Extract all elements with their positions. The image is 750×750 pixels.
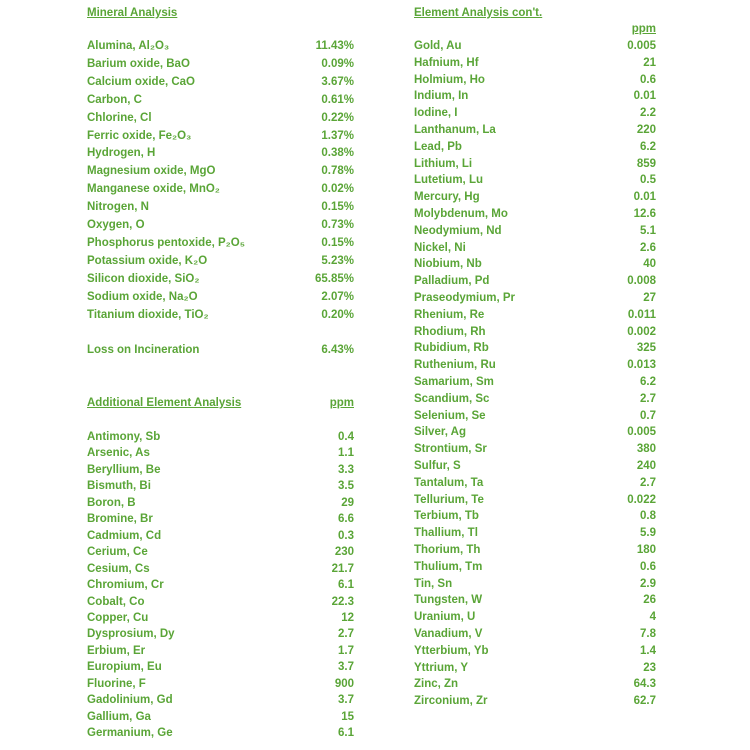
row-label: Silicon dioxide, SiO₂ bbox=[87, 272, 200, 285]
row-value: 40 bbox=[643, 258, 656, 271]
row-value: 6.2 bbox=[640, 376, 656, 388]
row-label: Niobium, Nb bbox=[414, 258, 482, 271]
row-value: 7.8 bbox=[640, 628, 656, 640]
row-value: 6.1 bbox=[338, 579, 354, 592]
section-title: Mineral Analysis bbox=[87, 7, 178, 19]
row-value: 6.1 bbox=[338, 727, 354, 740]
table-row bbox=[87, 659, 354, 675]
section-title: Element Analysis con't. bbox=[414, 7, 543, 19]
table-row bbox=[87, 271, 354, 287]
row-label: Thulium, Tm bbox=[414, 560, 483, 573]
row-value: 64.3 bbox=[633, 678, 656, 691]
table-row bbox=[87, 676, 354, 692]
row-label: Chromium, Cr bbox=[87, 579, 164, 592]
table-row bbox=[87, 610, 354, 626]
row-label: Chlorine, Cl bbox=[87, 111, 152, 124]
row-value: 0.73% bbox=[321, 219, 354, 231]
table-row bbox=[414, 492, 656, 508]
table-row bbox=[414, 324, 656, 340]
row-label: Oxygen, O bbox=[87, 219, 145, 231]
row-label: Cadmium, Cd bbox=[87, 529, 162, 542]
unit-header: ppm bbox=[631, 23, 656, 35]
row-value: 0.01 bbox=[633, 90, 656, 103]
table-row bbox=[414, 592, 656, 608]
row-label: Lanthanum, La bbox=[414, 124, 496, 136]
row-label: Rubidium, Rb bbox=[414, 342, 489, 355]
row-label: Alumina, Al₂O₃ bbox=[87, 40, 170, 52]
table-row bbox=[414, 609, 656, 625]
row-value: 21 bbox=[643, 56, 656, 69]
row-value: 0.38% bbox=[321, 147, 354, 160]
row-value: 1.1 bbox=[338, 447, 354, 460]
table-row bbox=[414, 206, 656, 222]
row-value: 3.67% bbox=[321, 75, 354, 88]
row-value: 0.78% bbox=[321, 165, 354, 178]
row-value: 2.7 bbox=[640, 476, 656, 489]
table-row bbox=[87, 692, 354, 708]
table-row bbox=[414, 559, 656, 575]
row-label: Vanadium, V bbox=[414, 628, 483, 640]
row-label: Copper, Cu bbox=[87, 611, 149, 624]
row-value: 230 bbox=[334, 546, 354, 559]
row-label: Strontium, Sr bbox=[414, 443, 487, 456]
row-value: 0.3 bbox=[338, 529, 354, 542]
row-label: Nitrogen, N bbox=[87, 201, 149, 214]
row-label: Zirconium, Zr bbox=[414, 695, 488, 708]
row-label: Europium, Eu bbox=[87, 661, 162, 674]
table-row bbox=[414, 122, 656, 138]
row-value: 62.7 bbox=[633, 695, 656, 708]
row-value: 0.011 bbox=[627, 308, 656, 321]
table-row bbox=[414, 139, 656, 155]
row-label: Neodymium, Nd bbox=[414, 224, 502, 237]
row-value: 5.23% bbox=[321, 254, 354, 267]
row-value: 0.6 bbox=[640, 560, 656, 573]
row-value: 27 bbox=[643, 292, 656, 304]
row-label: Calcium oxide, CaO bbox=[87, 75, 196, 88]
row-value: 3.7 bbox=[338, 661, 354, 674]
row-label: Tungsten, W bbox=[414, 594, 483, 607]
table-row bbox=[414, 542, 656, 558]
table-row bbox=[87, 74, 354, 90]
loss-on-incineration-row bbox=[87, 342, 354, 358]
row-value: 12 bbox=[341, 611, 354, 624]
row-value: 29 bbox=[341, 496, 354, 509]
row-value: 2.7 bbox=[640, 392, 656, 405]
table-row bbox=[87, 462, 354, 478]
row-value: 3.3 bbox=[338, 463, 354, 476]
table-row bbox=[414, 475, 656, 491]
row-label: Gallium, Ga bbox=[87, 710, 151, 723]
row-label: Samarium, Sm bbox=[414, 376, 494, 388]
row-label: Bromine, Br bbox=[87, 513, 153, 526]
row-label: Ruthenium, Ru bbox=[414, 359, 496, 372]
row-label: Titanium dioxide, TiO₂ bbox=[87, 308, 209, 321]
table-row bbox=[414, 508, 656, 524]
table-row bbox=[414, 88, 656, 104]
row-label: Germanium, Ge bbox=[87, 727, 173, 740]
row-label: Cesium, Cs bbox=[87, 562, 150, 575]
row-label: Gold, Au bbox=[414, 40, 462, 52]
row-value: 1.37% bbox=[321, 129, 354, 142]
row-label: Lutetium, Lu bbox=[414, 174, 483, 187]
row-value: 0.7 bbox=[640, 409, 656, 422]
row-value: 0.6 bbox=[640, 73, 656, 86]
row-label: Loss on Incineration bbox=[87, 344, 200, 356]
table-row bbox=[414, 676, 656, 692]
row-label: Silver, Ag bbox=[414, 426, 466, 439]
table-row bbox=[414, 273, 656, 289]
row-value: 2.7 bbox=[338, 628, 354, 641]
table-row bbox=[414, 424, 656, 440]
row-value: 0.013 bbox=[627, 359, 656, 372]
row-value: 6.2 bbox=[640, 140, 656, 153]
table-row bbox=[414, 576, 656, 592]
row-label: Bismuth, Bi bbox=[87, 480, 151, 493]
row-label: Gadolinium, Gd bbox=[87, 694, 173, 707]
row-label: Holmium, Ho bbox=[414, 73, 485, 86]
table-row bbox=[414, 626, 656, 642]
mineral-analysis-section bbox=[87, 0, 354, 380]
table-row bbox=[414, 172, 656, 188]
table-row bbox=[87, 110, 354, 126]
table-row bbox=[414, 408, 656, 424]
row-value: 0.20% bbox=[321, 308, 354, 321]
row-label: Ferric oxide, Fe₂O₃ bbox=[87, 129, 192, 142]
row-value: 11.43% bbox=[315, 40, 354, 52]
row-value: 900 bbox=[334, 677, 354, 690]
row-value: 0.61% bbox=[321, 93, 354, 106]
table-row bbox=[414, 307, 656, 323]
row-label: Arsenic, As bbox=[87, 447, 150, 460]
row-label: Lithium, Li bbox=[414, 157, 473, 170]
row-value: 0.4 bbox=[338, 431, 354, 443]
additional-element-analysis-section bbox=[87, 390, 354, 750]
row-label: Rhenium, Re bbox=[414, 308, 485, 321]
row-label: Ytterbium, Yb bbox=[414, 644, 489, 657]
row-value: 0.22% bbox=[321, 111, 354, 124]
table-row bbox=[414, 458, 656, 474]
table-row bbox=[414, 223, 656, 239]
row-label: Palladium, Pd bbox=[414, 275, 490, 288]
row-value: 380 bbox=[636, 443, 656, 456]
table-row bbox=[87, 128, 354, 144]
table-row bbox=[87, 181, 354, 197]
row-value: 65.85% bbox=[314, 272, 354, 285]
row-label: Iodine, I bbox=[414, 107, 458, 120]
table-row bbox=[87, 643, 354, 659]
row-value: 15 bbox=[341, 710, 354, 723]
row-label: Fluorine, F bbox=[87, 677, 146, 690]
table-row bbox=[87, 561, 354, 577]
row-label: Sulfur, S bbox=[414, 460, 461, 472]
row-value: 23 bbox=[643, 661, 656, 674]
row-value: 0.02% bbox=[321, 183, 354, 196]
row-label: Barium oxide, BaO bbox=[87, 57, 190, 70]
row-value: 0.002 bbox=[627, 325, 656, 338]
row-value: 0.15% bbox=[321, 201, 354, 214]
section-title: Additional Element Analysis bbox=[87, 397, 242, 409]
table-row bbox=[87, 289, 354, 305]
row-value: 180 bbox=[636, 544, 656, 556]
table-row bbox=[414, 340, 656, 356]
row-label: Indium, In bbox=[414, 90, 469, 103]
table-row bbox=[87, 145, 354, 161]
row-value: 0.022 bbox=[627, 493, 656, 506]
table-row bbox=[414, 357, 656, 373]
row-label: Nickel, Ni bbox=[414, 241, 466, 254]
table-row bbox=[87, 725, 354, 741]
row-label: Dysprosium, Dy bbox=[87, 628, 175, 641]
table-row bbox=[87, 235, 354, 251]
row-label: Cobalt, Co bbox=[87, 595, 145, 608]
unit-header: ppm bbox=[329, 397, 354, 409]
row-value: 2.2 bbox=[640, 107, 656, 120]
table-row bbox=[87, 626, 354, 642]
row-label: Yttrium, Y bbox=[414, 661, 469, 674]
table-row bbox=[87, 528, 354, 544]
table-row bbox=[87, 253, 354, 269]
row-value: 3.5 bbox=[338, 480, 354, 493]
row-label: Zinc, Zn bbox=[414, 678, 459, 691]
row-value: 2.07% bbox=[321, 290, 354, 303]
table-row bbox=[87, 38, 354, 54]
row-label: Sodium oxide, Na₂O bbox=[87, 290, 198, 303]
row-value: 0.5 bbox=[640, 174, 656, 187]
row-label: Hydrogen, H bbox=[87, 147, 156, 160]
table-row bbox=[414, 256, 656, 272]
table-row bbox=[414, 189, 656, 205]
table-row bbox=[87, 544, 354, 560]
row-value: 1.4 bbox=[640, 644, 656, 657]
table-row bbox=[414, 38, 656, 54]
table-row bbox=[414, 156, 656, 172]
table-row bbox=[87, 92, 354, 108]
row-label: Terbium, Tb bbox=[414, 510, 479, 523]
table-row bbox=[414, 643, 656, 659]
row-value: 6.43% bbox=[321, 344, 354, 356]
table-row bbox=[414, 391, 656, 407]
row-label: Phosphorus pentoxide, P₂O₅ bbox=[87, 236, 245, 249]
table-row bbox=[87, 445, 354, 461]
row-value: 22.3 bbox=[331, 595, 354, 608]
row-value: 4 bbox=[649, 611, 656, 624]
row-label: Thorium, Th bbox=[414, 544, 481, 556]
row-label: Uranium, U bbox=[414, 611, 476, 624]
table-row bbox=[414, 240, 656, 256]
row-value: 0.8 bbox=[640, 510, 656, 523]
row-label: Praseodymium, Pr bbox=[414, 292, 515, 304]
table-row bbox=[87, 217, 354, 233]
table-row bbox=[87, 577, 354, 593]
row-value: 325 bbox=[636, 342, 656, 355]
row-value: 240 bbox=[636, 460, 656, 472]
table-row bbox=[414, 72, 656, 88]
row-label: Tellurium, Te bbox=[414, 493, 484, 506]
row-label: Cerium, Ce bbox=[87, 546, 148, 559]
table-row bbox=[414, 660, 656, 676]
table-row bbox=[414, 105, 656, 121]
row-value: 26 bbox=[643, 594, 656, 607]
row-value: 0.005 bbox=[627, 40, 656, 52]
row-label: Potassium oxide, K₂O bbox=[87, 254, 208, 267]
row-label: Rhodium, Rh bbox=[414, 325, 486, 338]
row-label: Beryllium, Be bbox=[87, 463, 161, 476]
row-value: 21.7 bbox=[331, 562, 354, 575]
row-label: Manganese oxide, MnO₂ bbox=[87, 183, 220, 196]
table-row bbox=[414, 290, 656, 306]
row-label: Tantalum, Ta bbox=[414, 476, 484, 489]
row-value: 5.1 bbox=[640, 224, 656, 237]
table-row bbox=[414, 441, 656, 457]
row-value: 0.008 bbox=[627, 275, 656, 288]
row-label: Molybdenum, Mo bbox=[414, 208, 508, 220]
table-row bbox=[87, 495, 354, 511]
row-label: Magnesium oxide, MgO bbox=[87, 165, 216, 178]
table-row bbox=[87, 199, 354, 215]
row-value: 2.6 bbox=[640, 241, 656, 254]
row-value: 0.005 bbox=[627, 426, 656, 439]
row-value: 0.01 bbox=[633, 191, 656, 204]
row-label: Boron, B bbox=[87, 496, 136, 509]
row-value: 2.9 bbox=[640, 577, 656, 590]
row-label: Scandium, Sc bbox=[414, 392, 490, 405]
table-row bbox=[414, 55, 656, 71]
table-row bbox=[87, 478, 354, 494]
row-label: Thallium, Tl bbox=[414, 527, 478, 540]
row-value: 0.15% bbox=[321, 236, 354, 249]
row-label: Selenium, Se bbox=[414, 409, 486, 422]
table-row bbox=[87, 429, 354, 445]
table-row bbox=[87, 56, 354, 72]
table-row bbox=[414, 693, 656, 709]
row-label: Erbium, Er bbox=[87, 644, 146, 657]
row-value: 5.9 bbox=[640, 527, 656, 540]
table-row bbox=[87, 594, 354, 610]
row-label: Carbon, C bbox=[87, 93, 142, 106]
table-row bbox=[87, 511, 354, 527]
row-value: 220 bbox=[636, 124, 656, 136]
row-label: Lead, Pb bbox=[414, 140, 462, 153]
row-value: 3.7 bbox=[338, 694, 354, 707]
row-value: 6.6 bbox=[338, 513, 354, 526]
row-value: 12.6 bbox=[633, 208, 656, 220]
table-row bbox=[414, 374, 656, 390]
table-row bbox=[414, 525, 656, 541]
row-value: 859 bbox=[636, 157, 656, 170]
row-label: Antimony, Sb bbox=[87, 431, 161, 443]
table-row bbox=[87, 163, 354, 179]
row-value: 0.09% bbox=[321, 57, 354, 70]
table-row bbox=[87, 307, 354, 323]
row-label: Tin, Sn bbox=[414, 577, 453, 590]
row-value: 1.7 bbox=[338, 644, 354, 657]
row-label: Mercury, Hg bbox=[414, 191, 480, 204]
row-label: Hafnium, Hf bbox=[414, 56, 479, 69]
table-row bbox=[87, 709, 354, 725]
element-analysis-cont-section bbox=[414, 0, 656, 750]
